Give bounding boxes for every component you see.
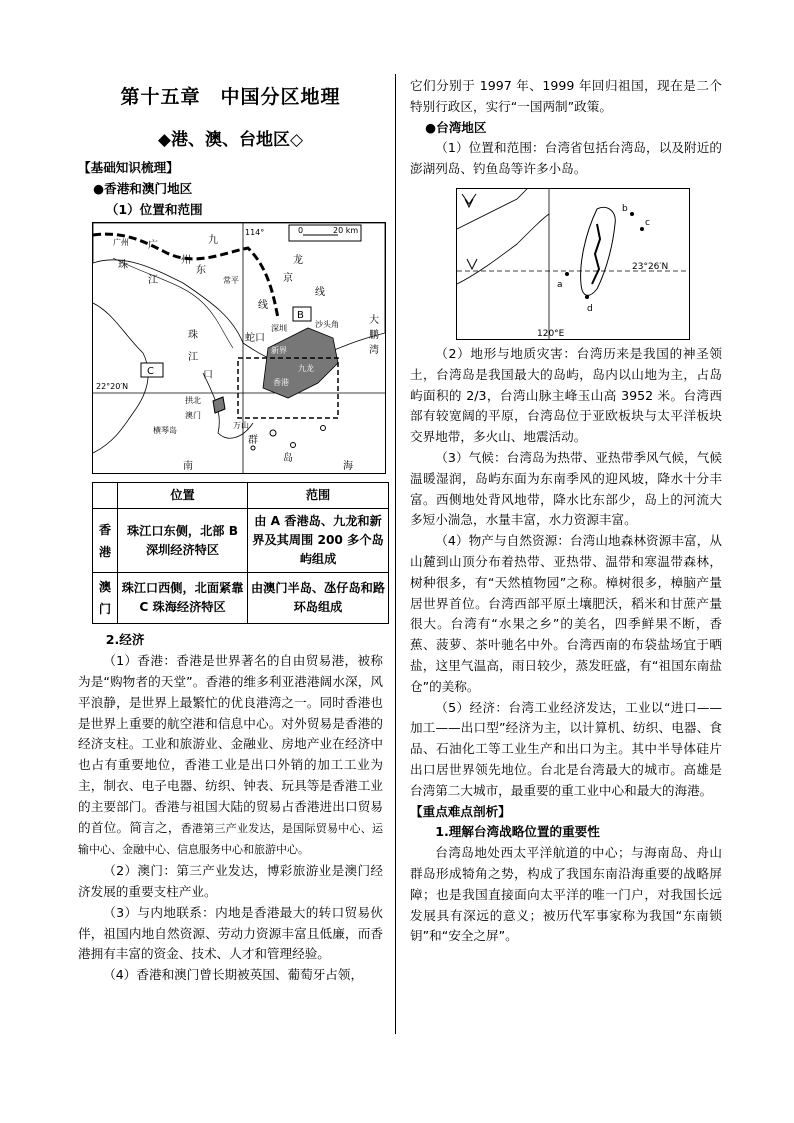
map-label: 九 [208, 235, 218, 247]
taiwan-economy-paragraph: （5）经济：台湾工业经济发达，工业以“进口——加工——出口型”经济为主，以计算机、纺织、电器、食品、石油化工等工业生产和出口为主。其中半导体硅片出口居世界领先地位。台北是台湾最大的城市。高雄是台湾第二大城市，最重要的重工业中心和最大的海港。 [410, 699, 722, 798]
map-river [113, 258, 233, 348]
map-label: 群 [248, 435, 258, 447]
table-row-name: 香港 [93, 509, 118, 573]
taiwan-resources-paragraph: （4）物产与自然资源：台湾山地森林资源丰富，从山麓到山顶分布着热带、亚热带、温带和寒温带森林，树种很多，有“天然植物园”之称。樟树很多，樟脑产量居世界首位。台湾西部平原土壤肥沃，稻米和甘蔗产量很大。台湾有“水果之乡”的美名，四季鲜果不断，香蕉、菠萝、茶叶驰名中外。台湾西南的布袋盐场宜于晒盐，这里气温高，雨日较少，蒸发旺盛，有“祖国东南盐仓”的美称。 [410, 533, 722, 694]
map-label: 广 [148, 240, 158, 252]
map-label: 拱北 [185, 396, 201, 406]
map-label: 沙头角 [315, 320, 339, 330]
map-label: 湾 [369, 345, 379, 357]
map-island [270, 430, 276, 436]
map-label: 横琴岛 [153, 426, 177, 436]
table-header-range: 范围 [248, 483, 389, 509]
map-label: 深圳 [271, 324, 287, 334]
table-row [93, 509, 389, 573]
economy-macau-paragraph: （2）澳门：第三产业发达，博彩旅游业是澳门经济发展的重要支柱产业。 [78, 863, 383, 899]
map-label: 九龙 [298, 364, 314, 374]
map-label: C [147, 366, 154, 378]
taiwan-climate-paragraph: （3）气候：台湾岛为热带、亚热带季风气候，气候温暖湿润，岛屿东面为东南季风的迎风坡，降水十分丰富。西侧地处背风地带，降水比东部少，岛上的河流大多短小湍急，水量丰富，水力资源丰富。 [410, 449, 722, 528]
basics-header: 【基础知识梳理】 [78, 160, 179, 175]
table-header-position: 位置 [118, 483, 248, 509]
map-label: 0 [298, 226, 304, 236]
table-cell-range: 由 A 香港岛、九龙和新界及其周围 200 多个岛屿组成 [248, 509, 389, 573]
hk-macau-header: ●香港和澳门地区 [93, 180, 193, 196]
map-island [251, 446, 255, 450]
map-land [93, 223, 385, 363]
map-label: 万山 [233, 421, 249, 431]
map-label: 江 [148, 275, 158, 287]
position-range-subheader: （1）位置和范围 [105, 201, 203, 217]
map-lon-label: 120°E [537, 328, 565, 339]
map-label: 岛 [283, 453, 293, 465]
map-point-a [565, 272, 569, 276]
map-label: 东 [196, 265, 206, 277]
table-cell-range: 由澳门半岛、氹仔岛和路环岛组成 [248, 573, 389, 624]
map-label: 州 [181, 255, 191, 267]
map-label: 澳门 [185, 411, 201, 421]
economy-hk-text: （1）香港：香港是世界著名的自由贸易港，被称为是“购物者的天堂”。香港的维多利亚港港阔水深，风平浪静，是世界上最繁忙的优良港湾之一。同时香港也是世界上重要的航空港和信息中心。对外贸易是香港的经济支柱。工业和旅游业、金融业、房地产业在经济中也占有重要地位，香港工业是出口外销的加工工业为主，制衣、电子电器、纺织、钟表、玩具等是香港工业的主要部门。香港与祖国大陆的贸易占香港进出口贸易的首位。简言之， [78, 653, 383, 835]
map-lat-label: 23°26′N [632, 261, 669, 272]
economy-history-paragraph: （4）香港和澳门曾长期被英国、葡萄牙占领， [103, 967, 364, 983]
taiwan-header: ●台湾地区 [425, 119, 487, 135]
map-label: 香港 [273, 378, 289, 388]
section-title: ◆港、澳、台地区◇ [157, 130, 304, 150]
map-taiwan-island [581, 207, 616, 295]
column-divider [395, 74, 396, 1034]
taiwan-position-paragraph: （1）位置和范围：台湾省包括台湾岛，以及附近的澎湖列岛、钓鱼岛等许多小岛。 [410, 140, 722, 177]
map-label: 江 [188, 352, 198, 364]
map-island [321, 426, 326, 431]
chapter-title: 第十五章 中国分区地理 [120, 86, 341, 108]
map-label: 新界 [271, 346, 287, 356]
economy-link-paragraph: （3）与内地联系：内地是香港最大的转口贸易伙伴，祖国内地自然资源、劳动力资源丰富且低廉，而香港拥有丰富的资金、技术、人才和管理经验。 [78, 904, 383, 962]
map-label: 口 [203, 370, 213, 382]
map-label: 京 [283, 273, 293, 285]
key-points-paragraph: 台湾岛地处西太平洋航道的中心；与海南岛、舟山群岛形成犄角之势，构成了我国东南沿海重要的战略屏障；也是我国直接面向太平洋的唯一门户，对我国长远发展具有深远的意义；被历代军事家称为我国“东南锁钥”和“安全之屏”。 [410, 845, 722, 944]
map-label: 鹏 [369, 330, 379, 342]
map-label: 龙 [293, 255, 303, 267]
map-label: 线 [258, 300, 268, 312]
map-point-d [585, 295, 589, 299]
map-label-b: b [622, 203, 628, 214]
map-label: 珠 [118, 260, 128, 272]
map-point-c [640, 227, 644, 231]
taiwan-map [456, 188, 690, 340]
table-cell-position: 珠江口东侧，北部 B 深圳经济特区 [118, 509, 248, 573]
economy-hk-paragraph [78, 651, 383, 861]
map-label-c: c [645, 217, 650, 228]
economy-hk-summary: 香港第三产业发达，是国际贸易中心、运输中心、金融中心、信息服务中心和旅游中心。 [78, 821, 383, 857]
map-label-d: d [587, 303, 593, 314]
map-label-a: a [557, 279, 563, 290]
table-row [93, 573, 389, 624]
map-label: B [297, 310, 304, 322]
map-label: 线 [315, 287, 325, 299]
map-coast-west [93, 303, 148, 453]
map-mountain-icon [467, 259, 477, 269]
left-column [78, 72, 386, 986]
map-label: 广州 [113, 238, 129, 248]
key-points-header: 【重点难点剖析】 [410, 803, 511, 819]
map-island [291, 443, 296, 448]
map-label: 南 [183, 461, 193, 473]
map-label: 海 [343, 461, 353, 473]
hk-macau-map [92, 222, 386, 474]
right-column [410, 72, 722, 947]
map-label: 常平 [223, 276, 239, 286]
map-label: 22°20′N [96, 382, 129, 392]
map-hk-region [263, 328, 338, 398]
table-row-name: 澳门 [93, 573, 118, 624]
map-label: 蛇口 [245, 333, 265, 345]
economy-header: 2.经济 [105, 632, 145, 648]
taiwan-terrain-paragraph: （2）地形与地质灾害：台湾历来是我国的神圣领土，台湾岛是我国最大的岛屿，岛内以山地为主，占岛屿面积的 2/3，台湾山脉主峰玉山高 3952 米。台湾西部有较宽阔的平原，台湾岛位于亚欧板块与太平洋板块交界地带，多火山、地震活动。 [410, 345, 722, 445]
map-label: 20 km [333, 226, 359, 236]
map-point-b [630, 212, 634, 216]
map-label: 114° [245, 228, 265, 238]
table-cell-position: 珠江口西侧，北面紧靠 C 珠海经济特区 [118, 573, 248, 624]
continued-paragraph: 它们分别于 1997 年、1999 年回归祖国，现在是二个特别行政区，实行“一国两制”政策。 [410, 78, 722, 114]
map-mountain-icon [462, 194, 476, 207]
map-label: 珠 [188, 330, 198, 342]
map-label: 大 [369, 315, 379, 327]
hk-macau-table [92, 482, 389, 624]
key-points-subheader: 1.理解台湾战略位置的重要性 [435, 824, 600, 840]
map-taiwan-mountains [592, 224, 600, 284]
